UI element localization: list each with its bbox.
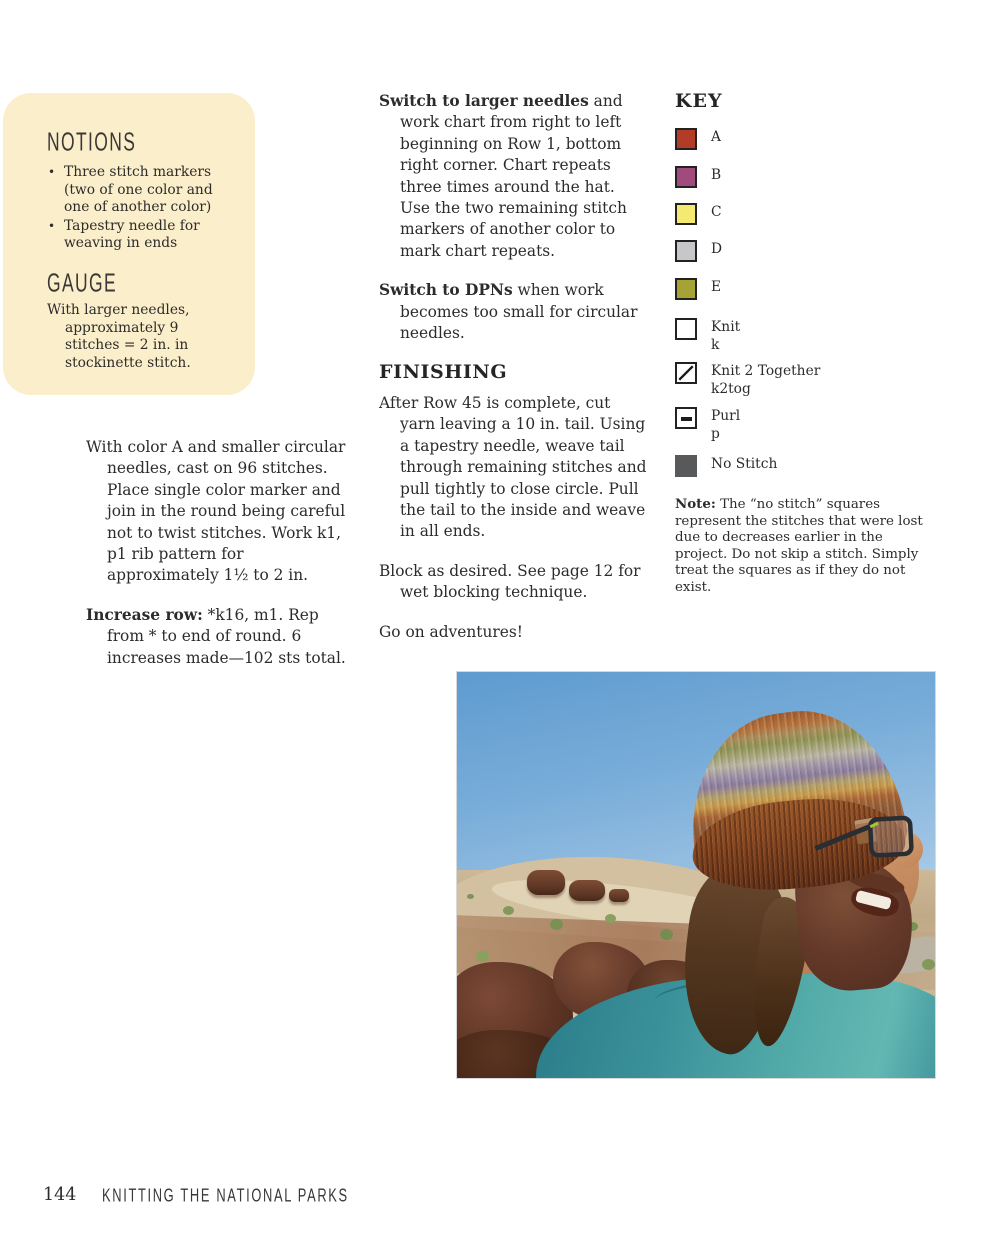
finishing-paragraph-2: Block as desired. See page 12 for wet blocking technique. xyxy=(379,561,641,602)
list-item: • Three stitch markers (two of one color and one of another color) xyxy=(47,164,237,217)
knit-2-together-symbol xyxy=(675,362,697,384)
key-item-color-a xyxy=(675,128,721,150)
key-label: No Stitch xyxy=(711,456,778,472)
increase-row-paragraph xyxy=(86,605,358,669)
key-item-color-b xyxy=(675,166,721,188)
page-footer xyxy=(43,1185,371,1205)
increase-row-text: *k16, m1. Rep from * to end of round. 6 increases made—102 sts total. xyxy=(107,605,346,667)
dpns-paragraph xyxy=(379,280,647,344)
finishing-heading: FINISHING xyxy=(379,361,508,384)
key-heading: KEY xyxy=(675,90,723,112)
larger-needles-text: and work chart from right to left beginning on Row 1, bottom right corner. Chart repeats three times around the hat. Use the two remaining stitch markers of another color to mark chart repeats. xyxy=(400,92,627,260)
larger-needles-paragraph xyxy=(379,91,647,262)
key-label: D xyxy=(711,241,723,257)
left-column xyxy=(86,437,358,687)
note-label: Note: xyxy=(675,496,716,512)
key-sublabel: k xyxy=(711,336,720,353)
key-label: A xyxy=(711,129,721,145)
page-number: 144 xyxy=(43,1185,77,1205)
key-item-color-d xyxy=(675,240,722,262)
gauge-text: With larger needles, approximately 9 stitches = 2 in. in stockinette stitch. xyxy=(47,301,191,371)
notions-gauge-box xyxy=(3,93,255,395)
cast-on-paragraph: With color A and smaller circular needles, cast on 96 stitches. Place single color marker and join in the round being careful not to twist stitches. Work k1, p1 rib pattern for approximately 1½ to 2 in. xyxy=(86,438,346,585)
model-glasses xyxy=(812,811,919,870)
petrified-log xyxy=(609,889,629,902)
key-item-no-stitch xyxy=(675,455,777,477)
increase-row-label: Increase row: xyxy=(86,605,203,624)
key-label: Purl xyxy=(711,408,741,424)
key-item-color-c xyxy=(675,203,722,225)
key-legend xyxy=(675,90,937,595)
key-label: B xyxy=(711,167,722,183)
color-d-swatch xyxy=(675,240,697,262)
key-item-knit xyxy=(675,318,740,354)
middle-column xyxy=(379,91,647,661)
dpns-text: when work becomes too small for circular needles. xyxy=(400,281,638,343)
key-sublabel: k2tog xyxy=(711,380,751,397)
color-b-swatch xyxy=(675,166,697,188)
key-sublabel: p xyxy=(711,425,720,442)
hat-model-photo xyxy=(456,671,936,1079)
dpns-label: Switch to DPNs xyxy=(379,281,513,300)
finishing-paragraph-3: Go on adventures! xyxy=(379,622,523,641)
no-stitch-note xyxy=(675,496,937,597)
notions-list xyxy=(47,164,237,253)
finishing-paragraph-1: After Row 45 is complete, cut yarn leaving a 10 in. tail. Using a tapestry needle, weave tail through remaining stitches and pull tightly to close circle. Pull the tail to the inside and weave in all ends. xyxy=(379,393,647,541)
color-a-swatch xyxy=(675,128,697,150)
key-item-color-e xyxy=(675,278,721,300)
key-label: Knit 2 Together xyxy=(711,363,821,379)
key-item-purl xyxy=(675,407,740,443)
knit-symbol xyxy=(675,318,697,340)
color-e-swatch xyxy=(675,278,697,300)
no-stitch-swatch xyxy=(675,455,697,477)
purl-bar xyxy=(681,417,692,421)
notions-heading: NOTIONS xyxy=(47,129,137,158)
petrified-log xyxy=(527,870,565,895)
purl-symbol xyxy=(675,407,697,429)
photo-shrubs xyxy=(467,894,474,899)
book-title: KNITTING THE NATIONAL PARKS xyxy=(102,1184,350,1206)
color-c-swatch xyxy=(675,203,697,225)
note-text: The “no stitch” squares represent the stitches that were lost due to decreases earlier in the project. Do not skip a stitch. Simply treat the squares as if they do not exist. xyxy=(675,497,923,595)
petrified-log xyxy=(569,880,605,901)
key-label: Knit xyxy=(711,319,741,335)
larger-needles-label: Switch to larger needles xyxy=(379,92,589,110)
key-label: E xyxy=(711,279,722,295)
key-item-k2tog xyxy=(675,362,820,398)
gauge-heading: GAUGE xyxy=(47,270,118,299)
list-item: • Tapestry needle for weaving in ends xyxy=(47,218,237,253)
key-label: C xyxy=(711,204,722,220)
